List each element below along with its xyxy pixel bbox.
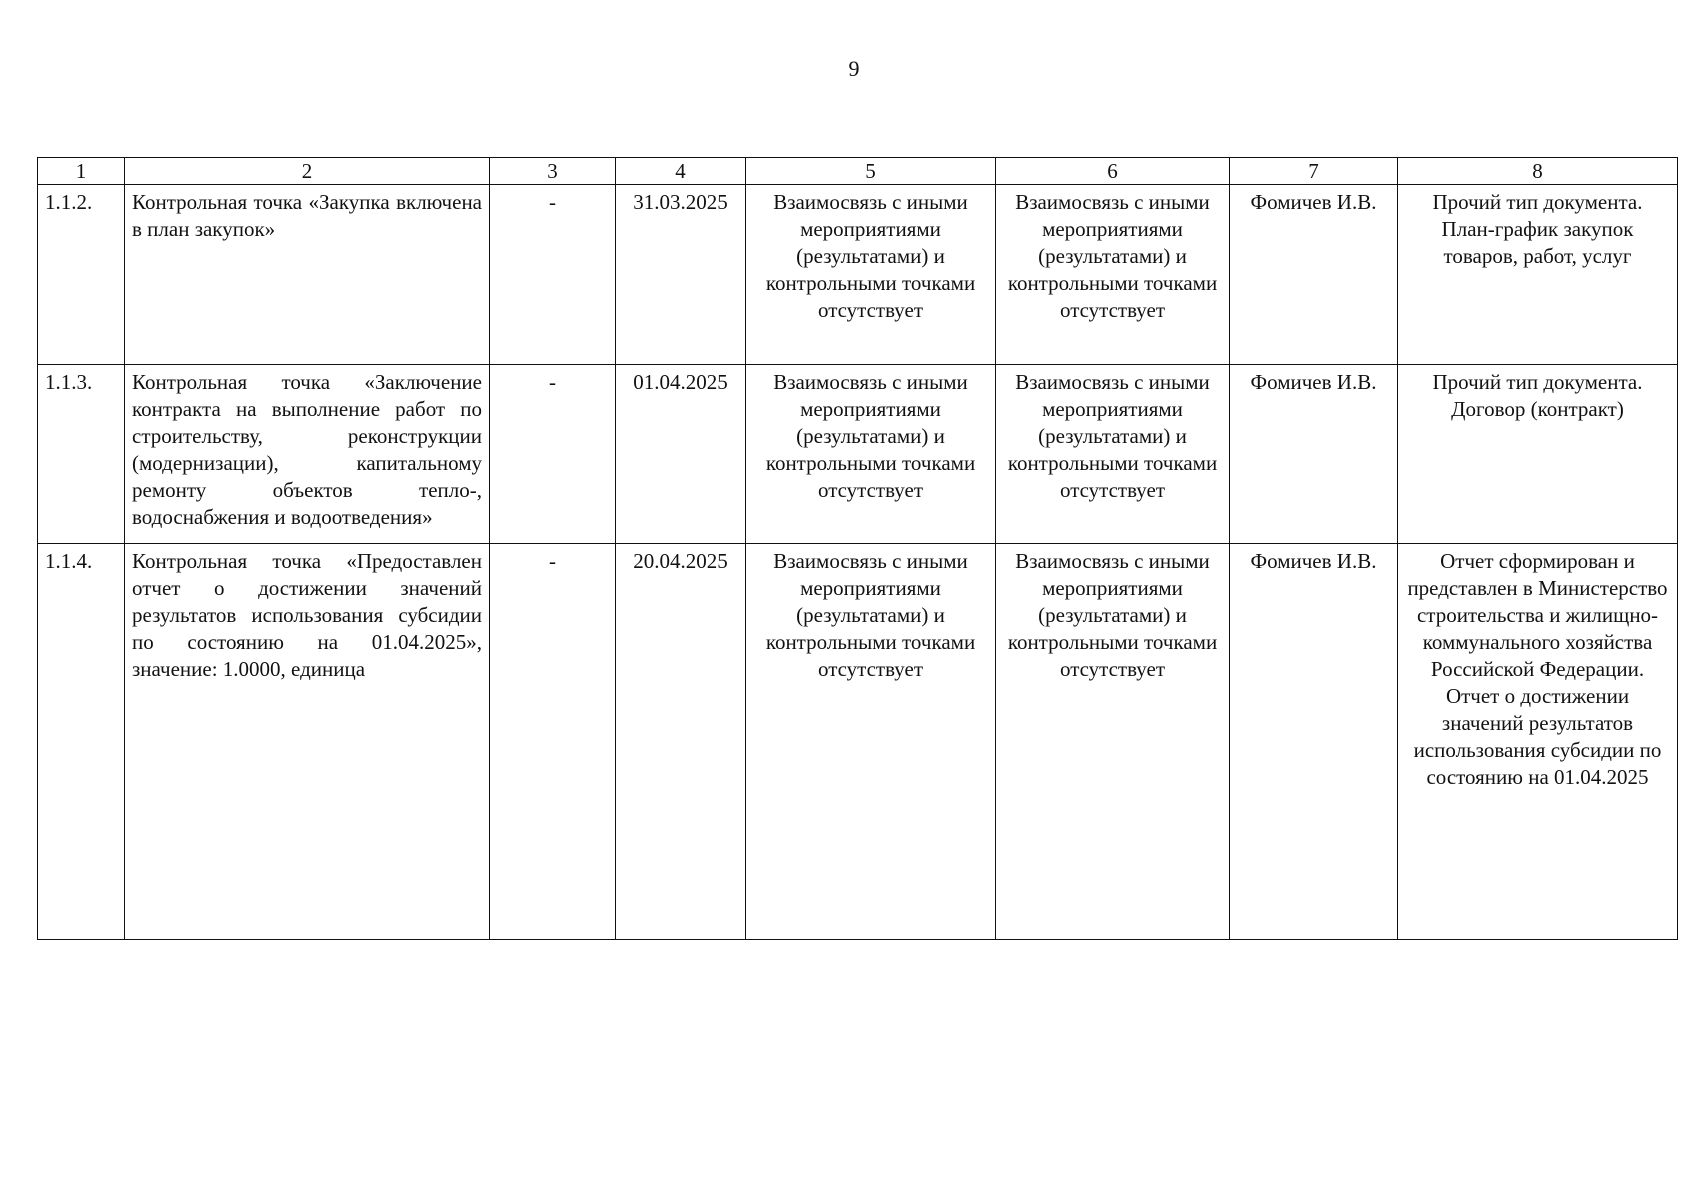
responsible-cell: Фомичев И.В. bbox=[1230, 544, 1398, 940]
relation-other-cell: Взаимосвязь с иными мероприятиями (результатами) и контрольными точками отсутствует bbox=[996, 365, 1230, 544]
relation-other-cell: Взаимосвязь с иными мероприятиями (результатами) и контрольными точками отсутствует bbox=[996, 544, 1230, 940]
row-number: 1.1.3. bbox=[38, 365, 125, 544]
responsible-cell: Фомичев И.В. bbox=[1230, 185, 1398, 365]
header-col-2: 2 bbox=[125, 158, 490, 185]
header-col-5: 5 bbox=[746, 158, 996, 185]
col3-value: - bbox=[490, 365, 616, 544]
relation-events-cell: Взаимосвязь с иными мероприятиями (результатами) и контрольными точками отсутствует bbox=[746, 544, 996, 940]
col3-value: - bbox=[490, 544, 616, 940]
date-cell: 01.04.2025 bbox=[616, 365, 746, 544]
responsible-cell: Фомичев И.В. bbox=[1230, 365, 1398, 544]
document-cell: Отчет сформирован и представлен в Министерство строительства и жилищно-коммунального хозяйства Российской Федерации. Отчет о достижении значений результатов использования субсидии по состоянию на 01.04.2025 bbox=[1398, 544, 1678, 940]
table-row bbox=[38, 365, 1678, 544]
header-row bbox=[38, 158, 1678, 185]
row-number: 1.1.2. bbox=[38, 185, 125, 365]
header-col-8: 8 bbox=[1398, 158, 1678, 185]
document-cell: Прочий тип документа. План-график закупок товаров, работ, услуг bbox=[1398, 185, 1678, 365]
row-number: 1.1.4. bbox=[38, 544, 125, 940]
date-cell: 31.03.2025 bbox=[616, 185, 746, 365]
table-row bbox=[38, 185, 1678, 365]
relation-events-cell: Взаимосвязь с иными мероприятиями (результатами) и контрольными точками отсутствует bbox=[746, 365, 996, 544]
header-col-4: 4 bbox=[616, 158, 746, 185]
page-number: 9 bbox=[848, 56, 860, 81]
date-cell: 20.04.2025 bbox=[616, 544, 746, 940]
header-col-3: 3 bbox=[490, 158, 616, 185]
header-col-6: 6 bbox=[996, 158, 1230, 185]
relation-other-cell: Взаимосвязь с иными мероприятиями (результатами) и контрольными точками отсутствует bbox=[996, 185, 1230, 365]
control-point-name: Контрольная точка «Заключение контракта на выполнение работ по строительству, реконструкции (модернизации), капитальному ремонту объектов тепло-, водоснабжения и водоотведения» bbox=[125, 365, 490, 544]
table-row bbox=[38, 544, 1678, 940]
relation-events-cell: Взаимосвязь с иными мероприятиями (результатами) и контрольными точками отсутствует bbox=[746, 185, 996, 365]
header-col-1: 1 bbox=[38, 158, 125, 185]
col3-value: - bbox=[490, 185, 616, 365]
header-col-7: 7 bbox=[1230, 158, 1398, 185]
document-cell: Прочий тип документа. Договор (контракт) bbox=[1398, 365, 1678, 544]
control-point-name: Контрольная точка «Закупка включена в план закупок» bbox=[125, 185, 490, 365]
control-points-table bbox=[37, 157, 1678, 940]
control-point-name: Контрольная точка «Предоставлен отчет о достижении значений результатов использования субсидии по состоянию на 01.04.2025», значение: 1.0000, единица bbox=[125, 544, 490, 940]
